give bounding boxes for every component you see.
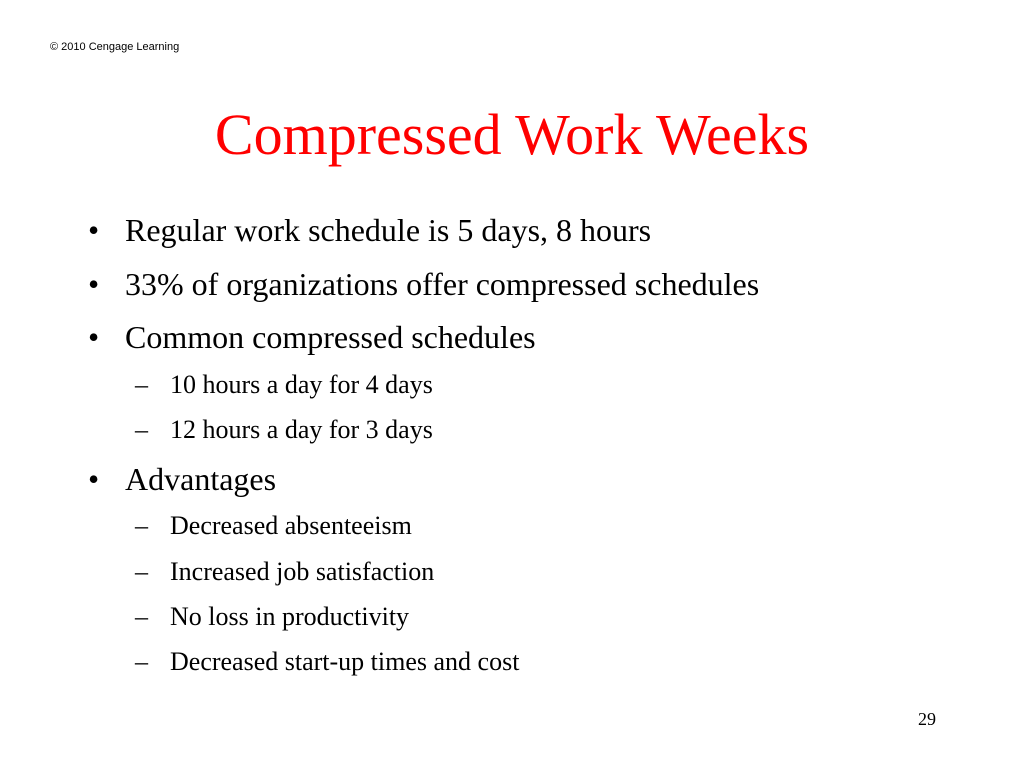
sub-bullet-marker: – bbox=[135, 370, 148, 399]
sub-bullet-marker: – bbox=[135, 415, 148, 444]
sub-bullet-marker: – bbox=[135, 557, 148, 586]
bullet-marker: • bbox=[88, 212, 100, 248]
page-number: 29 bbox=[918, 709, 936, 729]
sub-bullet-text: Decreased absenteeism bbox=[170, 511, 412, 540]
copyright-notice: © 2010 Cengage Learning bbox=[50, 41, 180, 53]
sub-bullet-text: No loss in productivity bbox=[170, 602, 410, 631]
bullet-marker: • bbox=[88, 266, 100, 302]
bullet-text: Common compressed schedules bbox=[125, 319, 536, 355]
sub-bullet-text: Decreased start-up times and cost bbox=[170, 647, 520, 676]
bullet-text: Advantages bbox=[125, 461, 277, 497]
bullet-marker: • bbox=[88, 319, 100, 355]
slide-title: Compressed Work Weeks bbox=[214, 102, 810, 167]
sub-bullet-text: Increased job satisfaction bbox=[170, 557, 435, 586]
sub-bullet-text: 10 hours a day for 4 days bbox=[170, 370, 433, 399]
sub-bullet-marker: – bbox=[135, 511, 148, 540]
sub-bullet-marker: – bbox=[135, 602, 148, 631]
bullet-text: 33% of organizations offer compressed schedules bbox=[125, 266, 760, 302]
sub-bullet-marker: – bbox=[135, 647, 148, 676]
bullet-text: Regular work schedule is 5 days, 8 hours bbox=[125, 212, 652, 248]
bullet-marker: • bbox=[88, 461, 100, 497]
sub-bullet-text: 12 hours a day for 3 days bbox=[170, 415, 433, 444]
